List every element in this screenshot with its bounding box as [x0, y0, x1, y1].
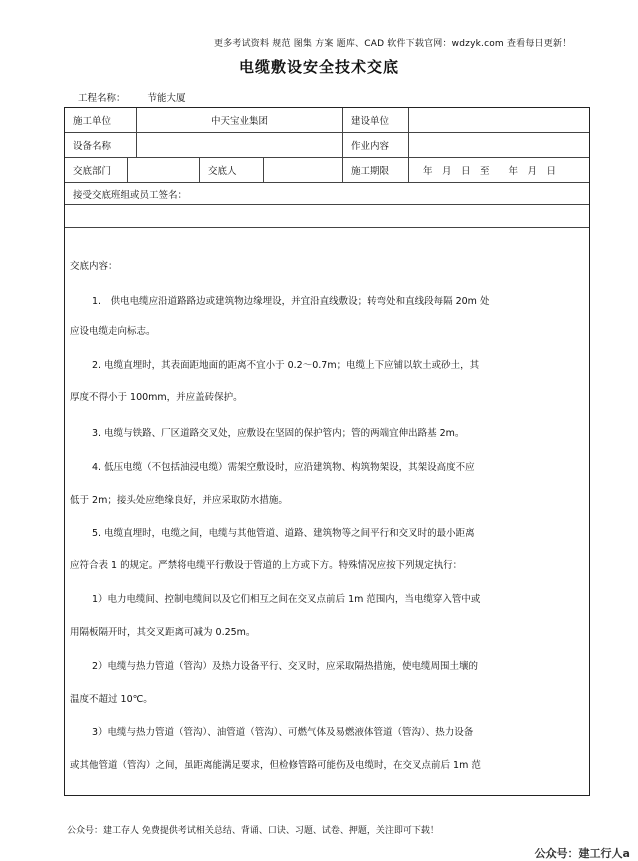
signature-area: [65, 205, 589, 228]
page-title: 电缆敷设安全技术交底: [238, 58, 399, 76]
equipment-name-value: [136, 133, 342, 157]
briefing-person-value: [263, 158, 342, 182]
table-row: [65, 108, 589, 133]
content-line: 2）电缆与热力管道（管沟）及热力设备平行、交叉时，应采取隔热措施，使电缆周围土壤的: [92, 661, 479, 672]
content-line: 温度不超过 10℃。: [70, 694, 153, 705]
construction-period-label: 施工期限: [342, 158, 408, 182]
construction-period-value: 年 月 日 至 年 月 日: [408, 158, 589, 182]
project-name-row: [78, 90, 186, 104]
work-content-value: [408, 133, 589, 157]
project-name-label: 工程名称：: [78, 93, 126, 104]
construction-unit-value: 中天宝业集团: [136, 108, 342, 132]
content-line: 1. 供电电缆应沿道路路边或建筑物边缘埋设，并宜沿直线敷设；转弯处和直线段每隔 20m 处: [92, 296, 490, 307]
table-row: [65, 133, 589, 158]
content-line: 厚度不得小于 100mm，并应盖砖保护。: [70, 392, 243, 403]
work-content-label: 作业内容: [342, 133, 408, 157]
content-line: 低于 2m；接头处应绝缘良好，并应采取防水措施。: [70, 495, 288, 506]
equipment-name-label: 设备名称: [73, 141, 112, 152]
content-line: 2. 电缆直埋时，其表面距地面的距离不宜小于 0.2～0.7m；电缆上下应铺以软土或砂土，其: [92, 360, 480, 371]
footer-note: 公众号：建工存人 免费提供考试相关总结、背诵、口诀、习题、试卷、押题，关注即可下载！: [67, 826, 439, 836]
content-line: 4. 低压电缆（不包括油浸电缆）需架空敷设时，应沿建筑物、构筑物架设，其架设高度不应: [92, 462, 475, 473]
project-name-value: 节能大厦: [147, 93, 186, 104]
watermark: 公众号：建工行人a: [534, 847, 630, 860]
briefing-table: [64, 107, 590, 796]
briefing-dept-value: [127, 158, 199, 182]
content-line: 3）电缆与热力管道（管沟）、油管道（管沟）、可燃气体及易燃液体管道（管沟）、热力设备: [92, 727, 474, 738]
header-top-note: 更多考试资料 规范 图集 方案 题库、CAD 软件下载官网：wdzyk.com 查看每日更新！: [214, 39, 572, 49]
content-line: 应符合表 1 的规定。严禁将电缆平行敷设于管道的上方或下方。特殊情况应按下列规定执行：: [70, 560, 463, 571]
building-unit-value: [408, 108, 589, 132]
content-heading: 交底内容：: [70, 261, 118, 272]
construction-unit-label: 施工单位: [73, 116, 112, 127]
content-line: 用隔板隔开时，其交叉距离可减为 0.25m。: [70, 627, 256, 638]
content-line: 5. 电缆直埋时，电缆之间，电缆与其他管道、道路、建筑物等之间平行和交叉时的最小距离: [92, 528, 475, 539]
content-line: 3. 电缆与铁路、厂区道路交叉处，应敷设在坚固的保护管内；管的两端宜伸出路基 2m。: [92, 428, 465, 439]
signature-label: 接受交底班组或员工签名：: [73, 189, 188, 201]
content-line: 应设电缆走向标志。: [70, 326, 156, 337]
briefing-person-label: 交底人: [199, 158, 263, 182]
building-unit-label: 建设单位: [342, 108, 408, 132]
table-row: [65, 183, 589, 205]
briefing-dept-label: 交底部门: [73, 166, 112, 177]
content-line: 1）电力电缆间、控制电缆间以及它们相互之间在交叉点前后 1m 范围内，当电缆穿入管中或: [92, 594, 481, 605]
content-line: 或其他管道（管沟）之间，虽距离能满足要求，但检修管路可能伤及电缆时，在交叉点前后 1m 范: [70, 760, 481, 771]
table-row: [65, 158, 589, 183]
